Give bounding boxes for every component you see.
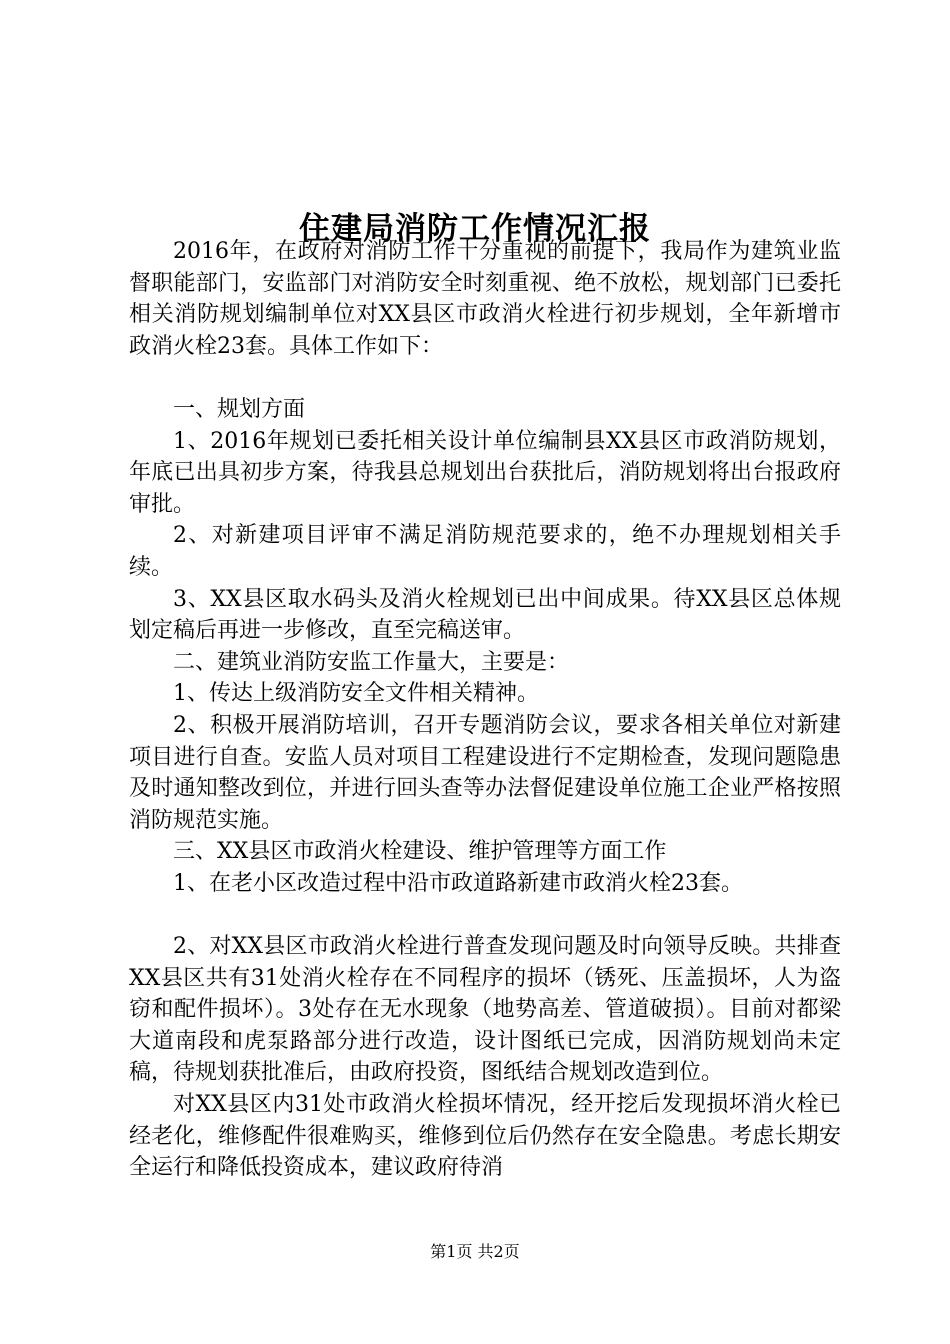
paragraph-planning-2: 2、对新建项目评审不满足消防规范要求的，绝不办理规划相关手续。	[129, 523, 841, 580]
section-heading-construction: 二、建筑业消防安监工作量大，主要是：	[173, 649, 570, 675]
paragraph-planning-1: 1、2016年规划已委托相关设计单位编制县XX县区市政消防规划，年底已出具初步方案，待我县总规划出台获批后，消防规划将出台报政府审批。	[129, 428, 841, 517]
paragraph-construction-1: 1、传达上级消防安全文件相关精神。	[173, 681, 539, 707]
paragraph-planning-3: 3、XX县区取水码头及消火栓规划已出中间成果。待XX县区总体规划定稿后再进一步修改，直至完稿送审。	[129, 586, 841, 644]
page-footer: 第1页 共2页	[430, 1242, 520, 1261]
paragraph-hydrants-2: 2、对XX县区市政消火栓进行普查发现问题及时向领导反映。共排查XX县区共有31处消火栓存在不同程序的损坏（锈死、压盖损坏，人为盗窃和配件损坏）。3处存在无水现象（地势高差、管道破损）。目前对都梁大道南段和虎泵路部分进行改造，设计图纸已完成，因消防规划尚未定稿，待规划获批准后，由政府投资，图纸结合规划改造到位。	[129, 934, 841, 1086]
paragraph-gap	[129, 362, 841, 394]
section-heading-hydrants: 三、XX县区市政消火栓建设、维护管理等方面工作	[173, 839, 667, 865]
document-title: 住建局消防工作情况汇报	[299, 210, 651, 247]
paragraph-construction-2: 2、积极开展消防培训，召开专题消防会议，要求各相关单位对新建项目进行自查。安监人员对项目工程建设进行不定期检查，发现问题隐患及时通知整改到位，并进行回头查等办法督促建设单位施工企业严格按照消防规范实施。	[129, 712, 841, 833]
paragraph-gap	[129, 899, 841, 931]
paragraph-hydrants-3: 对XX县区内31处市政消火栓损坏情况，经开挖后发现损坏消火栓已经老化，维修配件很难购买，维修到位后仍然存在安全隐患。考虑长期安全运行和降低投资成本，建议政府待消	[129, 1092, 841, 1181]
paragraph-hydrants-1: 1、在老小区改造过程中沿市政道路新建市政消火栓23套。	[173, 870, 743, 896]
document-body	[129, 236, 841, 1184]
section-heading-planning: 一、规划方面	[173, 396, 306, 422]
paragraph-intro: 2016年，在政府对消防工作十分重视的前提下，我局作为建筑业监督职能部门，安监部门对消防安全时刻重视、绝不放松，规划部门已委托相关消防规划编制单位对XX县区市政消火栓进行初步规划，全年新增市政消火栓23套。具体工作如下：	[129, 239, 841, 359]
